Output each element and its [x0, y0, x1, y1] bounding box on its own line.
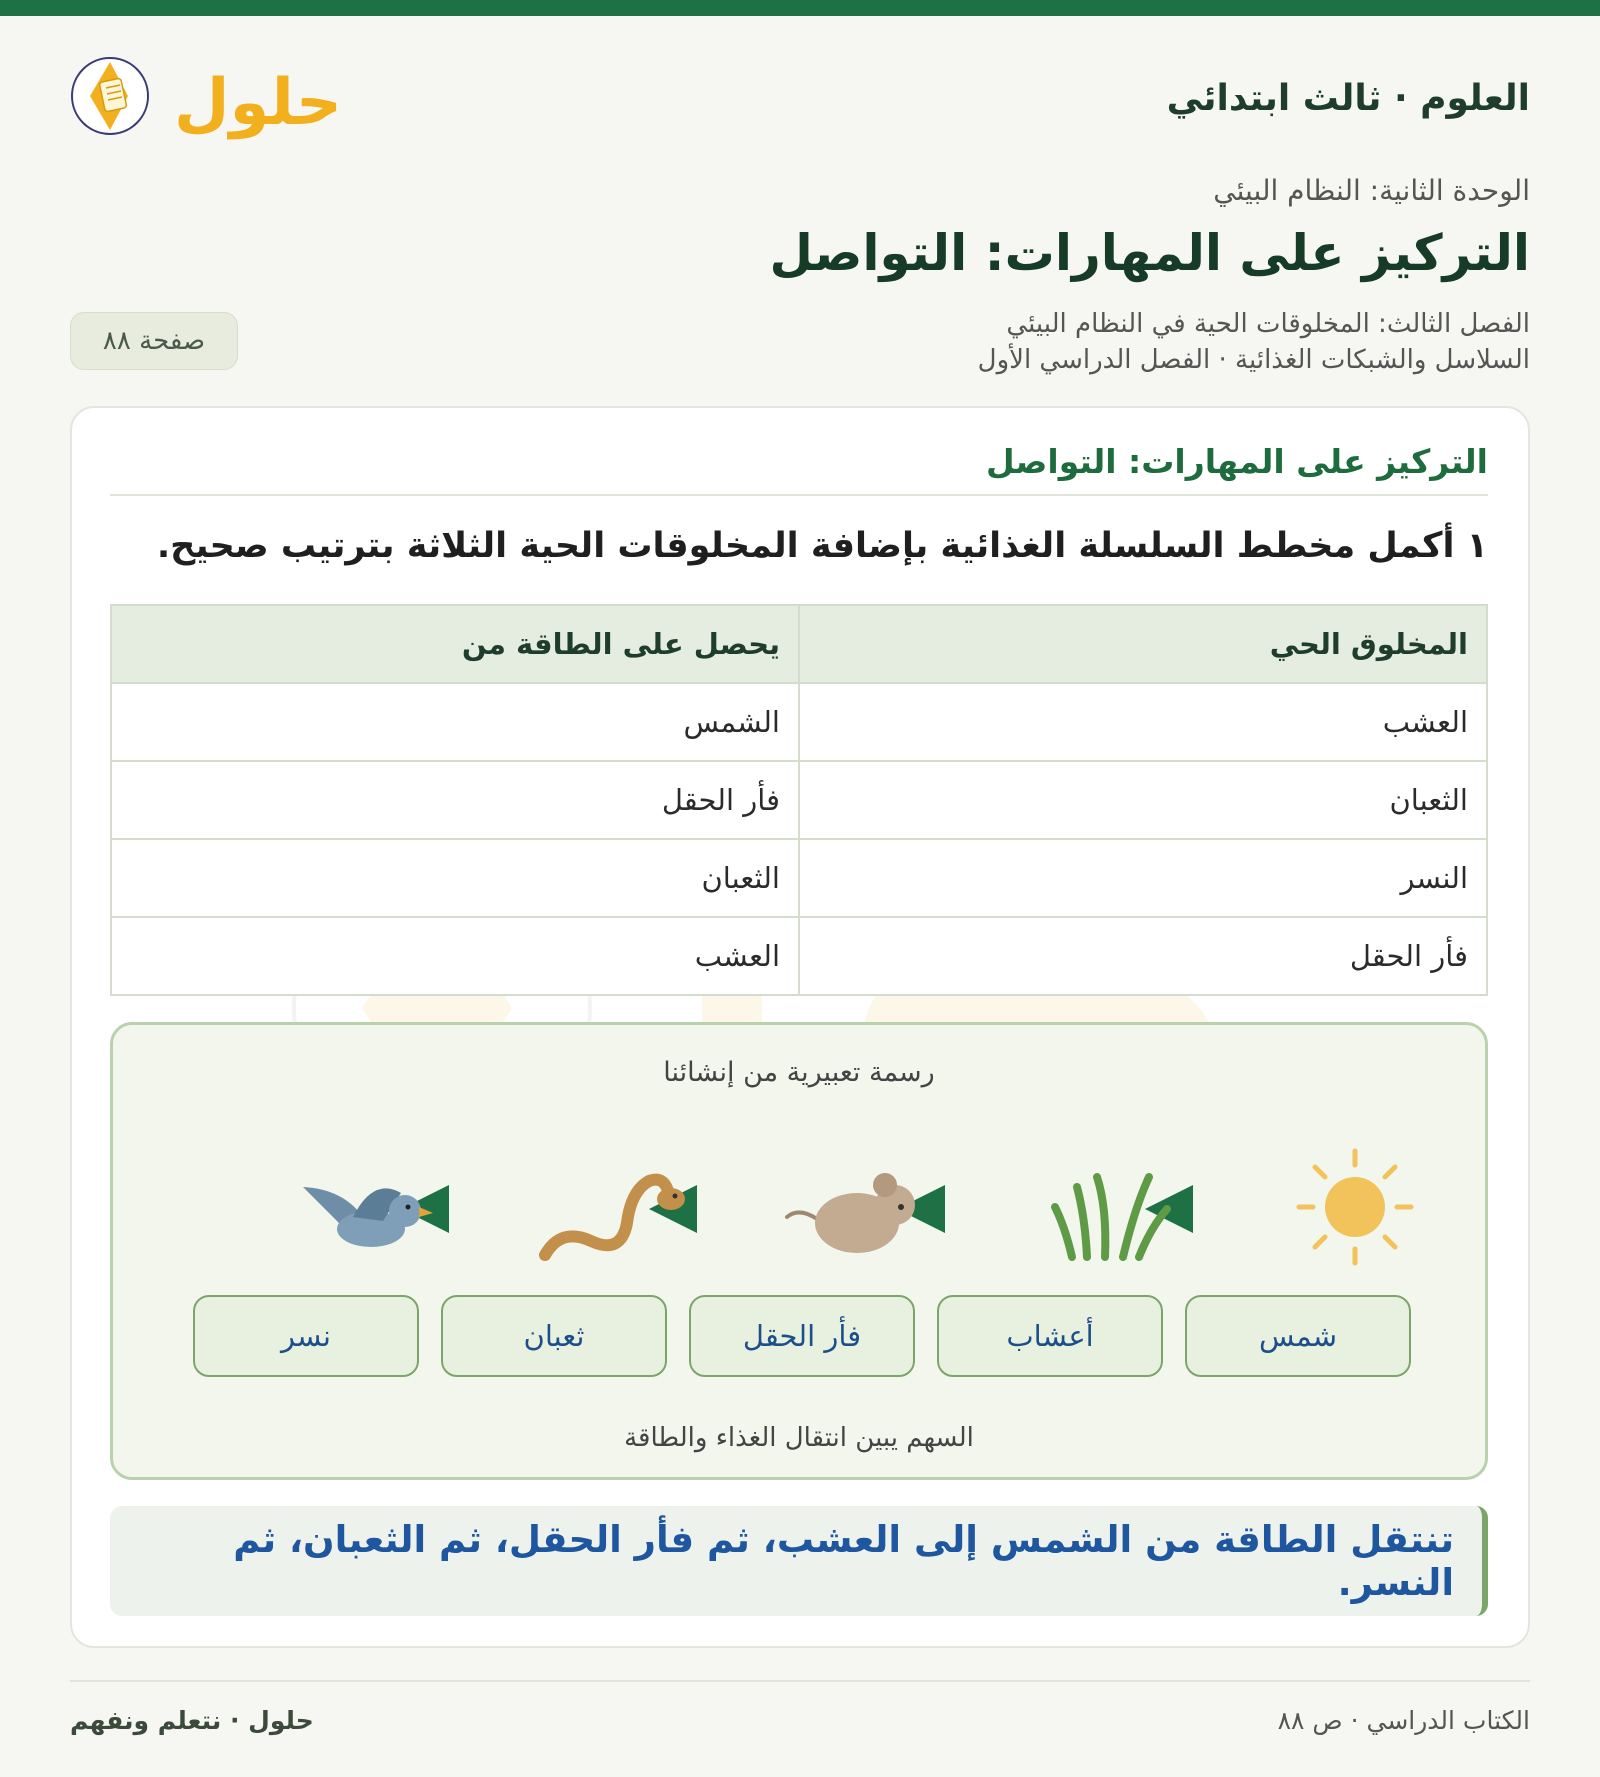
subject-title: العلوم · ثالث ابتدائي: [1166, 78, 1530, 119]
table-cell: العشب: [111, 917, 799, 995]
footer-divider: [70, 1680, 1530, 1682]
lesson-line: السلاسل والشبكات الغذائية · الفصل الدراسي الأول: [977, 345, 1530, 375]
diagram-caption: رسمة تعبيرية من إنشائنا: [663, 1057, 935, 1088]
grass-icon: [1027, 1137, 1187, 1277]
snake-icon: [531, 1137, 691, 1277]
top-accent-bar: [0, 0, 1600, 16]
table-row: [111, 761, 1487, 839]
mouse-icon: [779, 1137, 939, 1277]
food-chain-diagram: [110, 1022, 1488, 1480]
page-title: التركيز على المهارات: التواصل: [769, 224, 1530, 282]
answer-box: تنتقل الطاقة من الشمس إلى العشب، ثم فأر الحقل، ثم الثعبان، ثم النسر.: [110, 1506, 1488, 1616]
chain-chip-grass: أعشاب: [937, 1295, 1163, 1377]
sun-icon: [1275, 1137, 1435, 1277]
table-row: [111, 839, 1487, 917]
column-header: يحصل على الطاقة من: [111, 605, 799, 683]
logo-text: حلول: [174, 66, 338, 140]
card-title: التركيز على المهارات: التواصل: [986, 442, 1488, 481]
table-cell: الثعبان: [111, 839, 799, 917]
table-cell: فأر الحقل: [111, 761, 799, 839]
footer-book-ref: الكتاب الدراسي · ص ٨٨: [1277, 1706, 1530, 1735]
chain-chip-snake: ثعبان: [441, 1295, 667, 1377]
table-cell: الثعبان: [799, 761, 1487, 839]
table-header-row: [111, 605, 1487, 683]
eagle-icon: [283, 1137, 443, 1277]
question-text: ١ أكمل مخطط السلسلة الغذائية بإضافة المخلوقات الحية الثلاثة بترتيب صحيح.: [156, 526, 1488, 566]
chapter-info: [978, 306, 1530, 378]
table-row: [111, 917, 1487, 995]
table-row: [111, 683, 1487, 761]
chain-chip-mouse: فأر الحقل: [689, 1295, 915, 1377]
table-cell: النسر: [799, 839, 1487, 917]
energy-table: [110, 604, 1488, 996]
chain-chip-eagle: نسر: [193, 1295, 419, 1377]
diagram-note: السهم يبين انتقال الغذاء والطاقة: [624, 1423, 974, 1453]
divider: [110, 494, 1488, 496]
page-number-badge: صفحة ٨٨: [70, 312, 238, 370]
footer-brand: حلول · نتعلم ونفهم: [70, 1706, 314, 1735]
column-header: المخلوق الحي: [799, 605, 1487, 683]
hulul-logo: [68, 48, 338, 158]
table-cell: الشمس: [111, 683, 799, 761]
chapter-line: الفصل الثالث: المخلوقات الحية في النظام البيئي: [1006, 309, 1530, 339]
table-cell: العشب: [799, 683, 1487, 761]
table-cell: فأر الحقل: [799, 917, 1487, 995]
lesson-card: [70, 406, 1530, 1648]
chain-chip-sun: شمس: [1185, 1295, 1411, 1377]
unit-label: الوحدة الثانية: النظام البيئي: [1213, 174, 1530, 207]
